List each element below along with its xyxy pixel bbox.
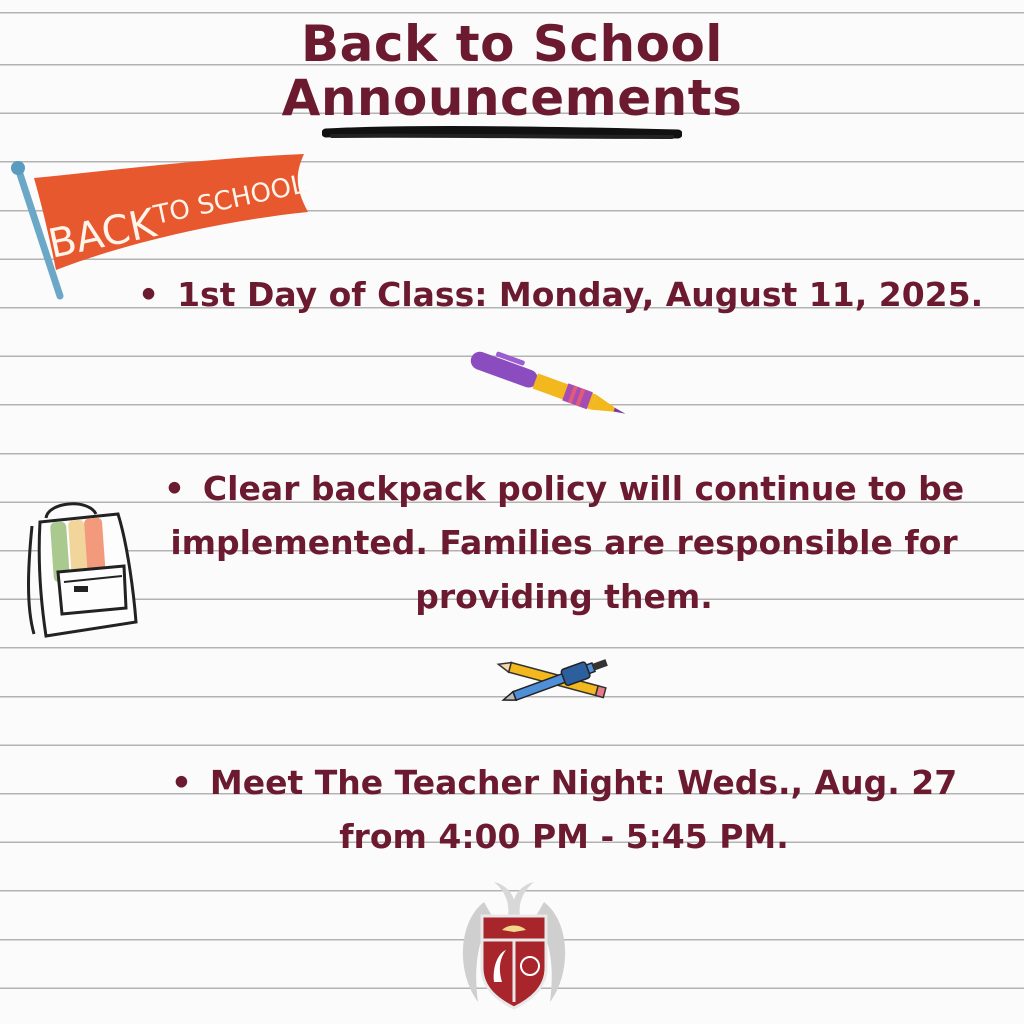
announcement-meet-line-2: from 4:00 PM - 5:45 PM.: [339, 817, 789, 856]
announcement-backpack-policy: [134, 462, 994, 624]
pennant-text-to-school: TO SCHOOL: [151, 169, 309, 231]
page-title-line-1: Back to School: [301, 15, 723, 73]
announcement-meet-line-1: [134, 756, 994, 810]
page-title-line-2: Announcements: [281, 69, 743, 127]
announcement-backpack-line-3: providing them.: [415, 577, 713, 616]
announcement-meet-line-1-text: Meet The Teacher Night: Weds., Aug. 27: [209, 763, 958, 802]
announcement-backpack-line-2: implemented. Families are responsible for: [170, 523, 958, 562]
bullet: •: [163, 469, 185, 508]
clear-backpack-icon: [18, 496, 142, 640]
pennant-text-back: BACK: [44, 200, 160, 268]
announcement-meet-the-teacher: [134, 756, 994, 864]
title-underline: [322, 124, 682, 142]
school-crest-logo-icon: [454, 872, 574, 1012]
bullet: •: [170, 763, 192, 802]
announcement-backpack-line-1: [134, 462, 994, 516]
pen-icon: [458, 345, 640, 429]
announcement-first-day-text: 1st Day of Class: Monday, August 11, 2025.: [177, 275, 984, 314]
announcement-first-day: [138, 268, 1018, 322]
crossed-pen-and-pencil-icon: [494, 652, 620, 710]
bullet: •: [138, 275, 160, 314]
announcement-backpack-line-1-text: Clear backpack policy will continue to be: [202, 469, 965, 508]
